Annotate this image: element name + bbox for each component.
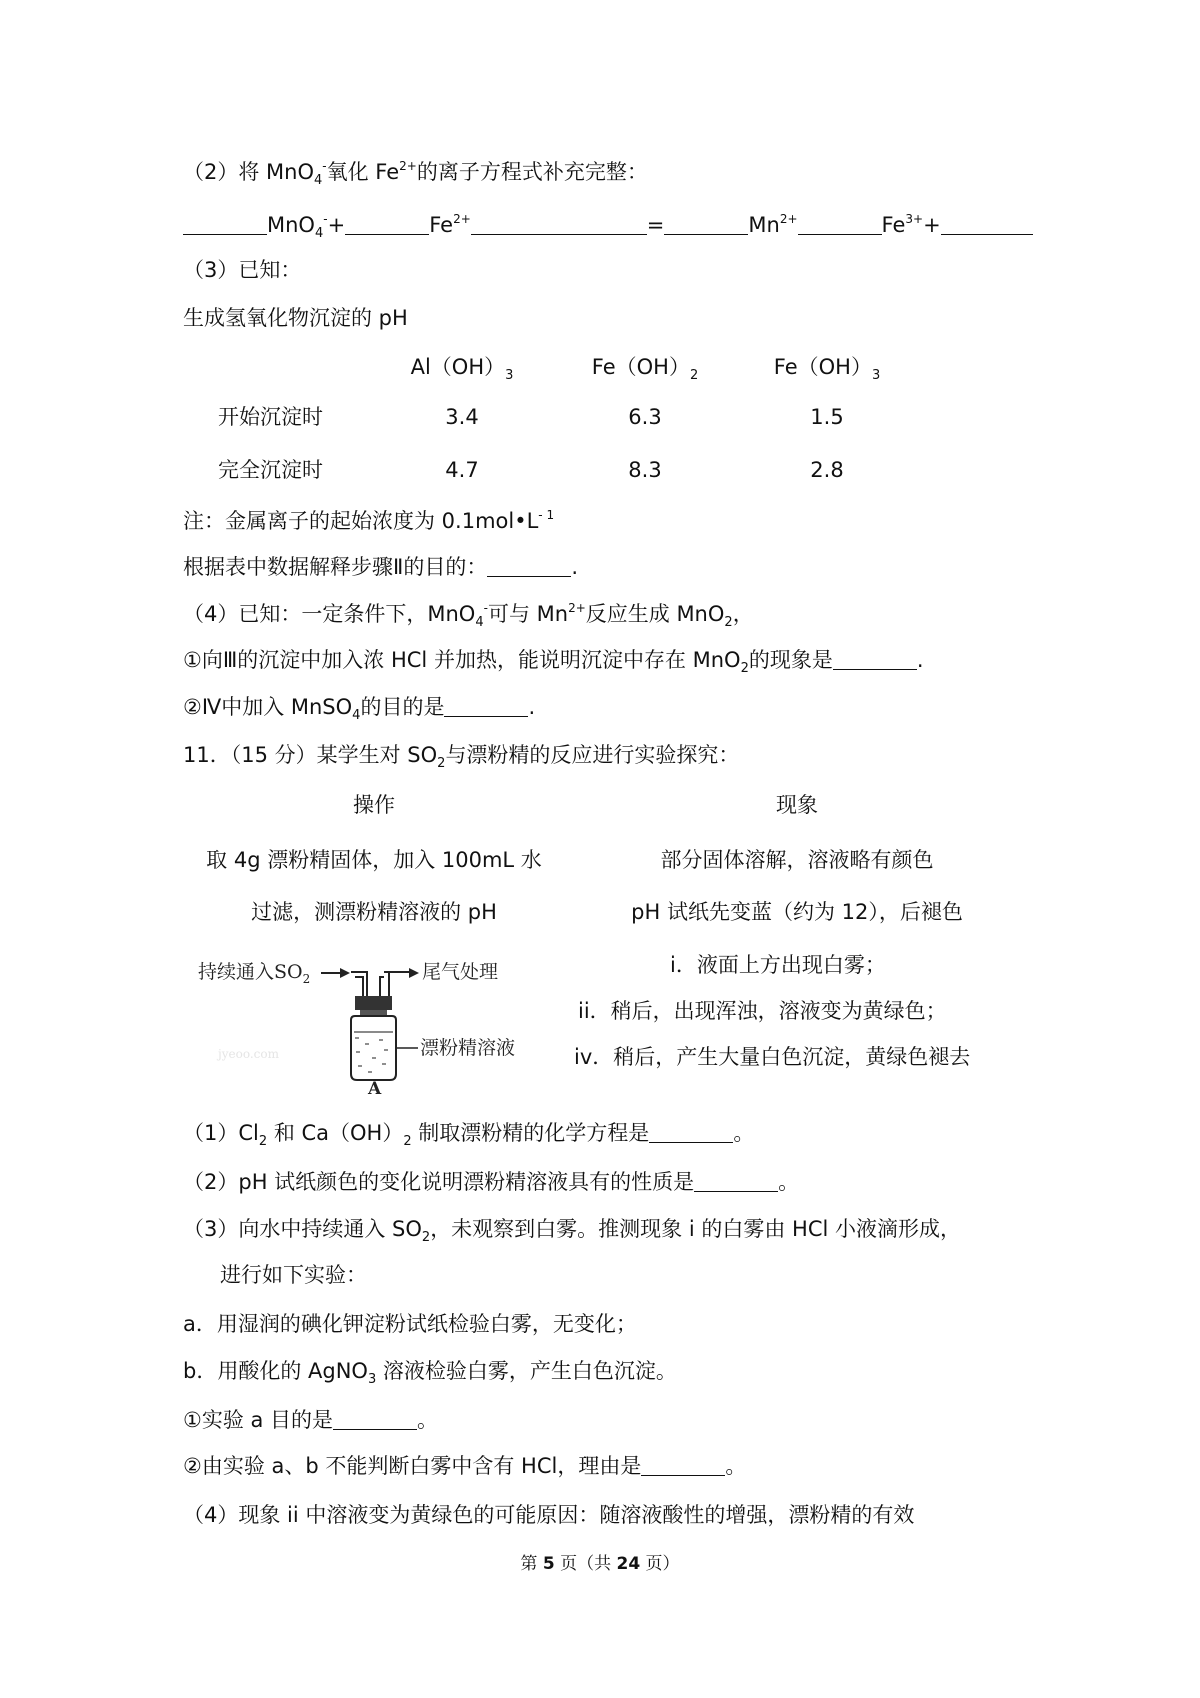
table-row-label: 开始沉淀时 (218, 405, 323, 429)
q11-part3: （3）向水中持续通入 $SO_2$，未观察到白雾。推测现象 i 的白雾由 HCl 小液滴形成， (183, 1217, 962, 1245)
explain-step2: 根据表中数据解释步骤Ⅱ的目的： . (183, 555, 579, 579)
apparatus-figure (196, 948, 552, 1095)
answer-blank[interactable] (833, 647, 917, 670)
ph-row2: pH 试纸先变蓝（约为 12），后褪色 (631, 900, 963, 924)
op-row2: 过滤，测漂粉精溶液的 pH (251, 900, 497, 924)
q10-part4: （4）已知：一定条件下，MnO$_4$-可与 $Mn^{2+}$反应生成 MnO$_2$， (183, 601, 754, 630)
watermark: jyeoo.com (218, 1047, 279, 1061)
table-row-label: 完全沉淀时 (218, 458, 323, 482)
experiment-a: a．用湿润的碘化钾淀粉试纸检验白雾，无变化； (183, 1312, 637, 1336)
answer-blank[interactable] (649, 1120, 733, 1143)
ion-equation: $MnO_4^-+ Fe^{2+} = Mn^{2+}$ $Fe^{3+}+$ (183, 210, 1033, 240)
q11-part1: $(1)Cl_2$ 和 $Ca(OH)_2$ 制取漂粉精的化学方程是 。 (183, 1121, 755, 1149)
ph-row1: 部分固体溶解，溶液略有颜色 (660, 848, 934, 872)
table-cell: 8.3 (628, 458, 662, 482)
q11-part3-cont: 进行如下实验： (220, 1263, 367, 1287)
q10-part4-1: ①向Ⅲ的沉淀中加入浓 HCl 并加热，能说明沉淀中存在 MnO$_2$的现象是 . (183, 648, 924, 676)
inlet-label: 持续通入$SO_2$ (198, 961, 311, 986)
q11-part3-1: ①实验 a 目的是 。 (183, 1408, 439, 1432)
note: 注：金属离子的起始浓度为 $0.1mol•L^{- 1}$ (183, 508, 555, 533)
blank-2[interactable] (345, 212, 429, 235)
answer-blank[interactable] (333, 1407, 417, 1430)
phenomenon-i: i．液面上方出现白雾； (670, 953, 886, 977)
blank-1[interactable] (183, 212, 267, 235)
q11-part3-2: ②由实验 a、b 不能判断白雾中含有 HCl，理由是 。 (183, 1454, 747, 1478)
q11-part4: （4）现象 ii 中溶液变为黄绿色的可能原因：随溶液酸性的增强，漂粉精的有效 (183, 1503, 915, 1527)
q10-part2-prompt: （2）将 MnO$_4$-氧化 $Fe^{2+}$的离子方程式补充完整： (183, 159, 648, 188)
q10-part4-2: ②Ⅳ中加入 MnSO$_4$的目的是 . (183, 695, 536, 723)
phenomenon-ii: ii．稍后，出现浑浊，溶液变为黄绿色； (578, 999, 947, 1023)
answer-blank[interactable] (641, 1453, 725, 1476)
table-cell: 2.8 (810, 458, 844, 482)
col-header-operation: 操作 (353, 793, 395, 817)
solution-label: 漂粉精溶液 (420, 1037, 516, 1059)
answer-blank[interactable] (487, 554, 571, 577)
blank-5[interactable] (798, 212, 882, 235)
q11-title: 11．（15 分）某学生对 $SO_2$与漂粉精的反应进行实验探究： (183, 743, 740, 771)
blank-6[interactable] (941, 212, 1033, 235)
q10-part3-heading: （3）已知： (183, 258, 302, 282)
table-title: 生成氢氧化物沉淀的 pH (183, 306, 408, 330)
table-header-aloh3: $Al(OH)_3$ (410, 355, 514, 383)
answer-blank[interactable] (444, 694, 528, 717)
col-header-phenomenon: 现象 (776, 793, 818, 817)
blank-4[interactable] (664, 212, 748, 235)
table-header-feoh3: $Fe(OH)_3$ (773, 355, 881, 383)
outlet-label: 尾气处理 (422, 961, 499, 983)
blank-3[interactable] (471, 212, 647, 235)
page-footer: 第 5 页（共 24 页） (520, 1554, 680, 1574)
q11-part2: （2）pH 试纸颜色的变化说明漂粉精溶液具有的性质是 。 (183, 1170, 800, 1194)
table-cell: 1.5 (810, 405, 844, 429)
table-header-feoh2: $Fe(OH)_2$ (591, 355, 699, 383)
phenomenon-iv: iv．稍后，产生大量白色沉淀，黄绿色褪去 (574, 1045, 971, 1069)
table-cell: 6.3 (628, 405, 662, 429)
answer-blank[interactable] (694, 1169, 778, 1192)
experiment-b: b．用酸化的 AgNO$_3$ 溶液检验白雾，产生白色沉淀。 (183, 1359, 677, 1387)
table-cell: 3.4 (445, 405, 479, 429)
table-cell: 4.7 (445, 458, 479, 482)
figure-label-a: A (368, 1079, 382, 1095)
op-row1: 取 4g 漂粉精固体，加入 100mL 水 (206, 848, 542, 872)
